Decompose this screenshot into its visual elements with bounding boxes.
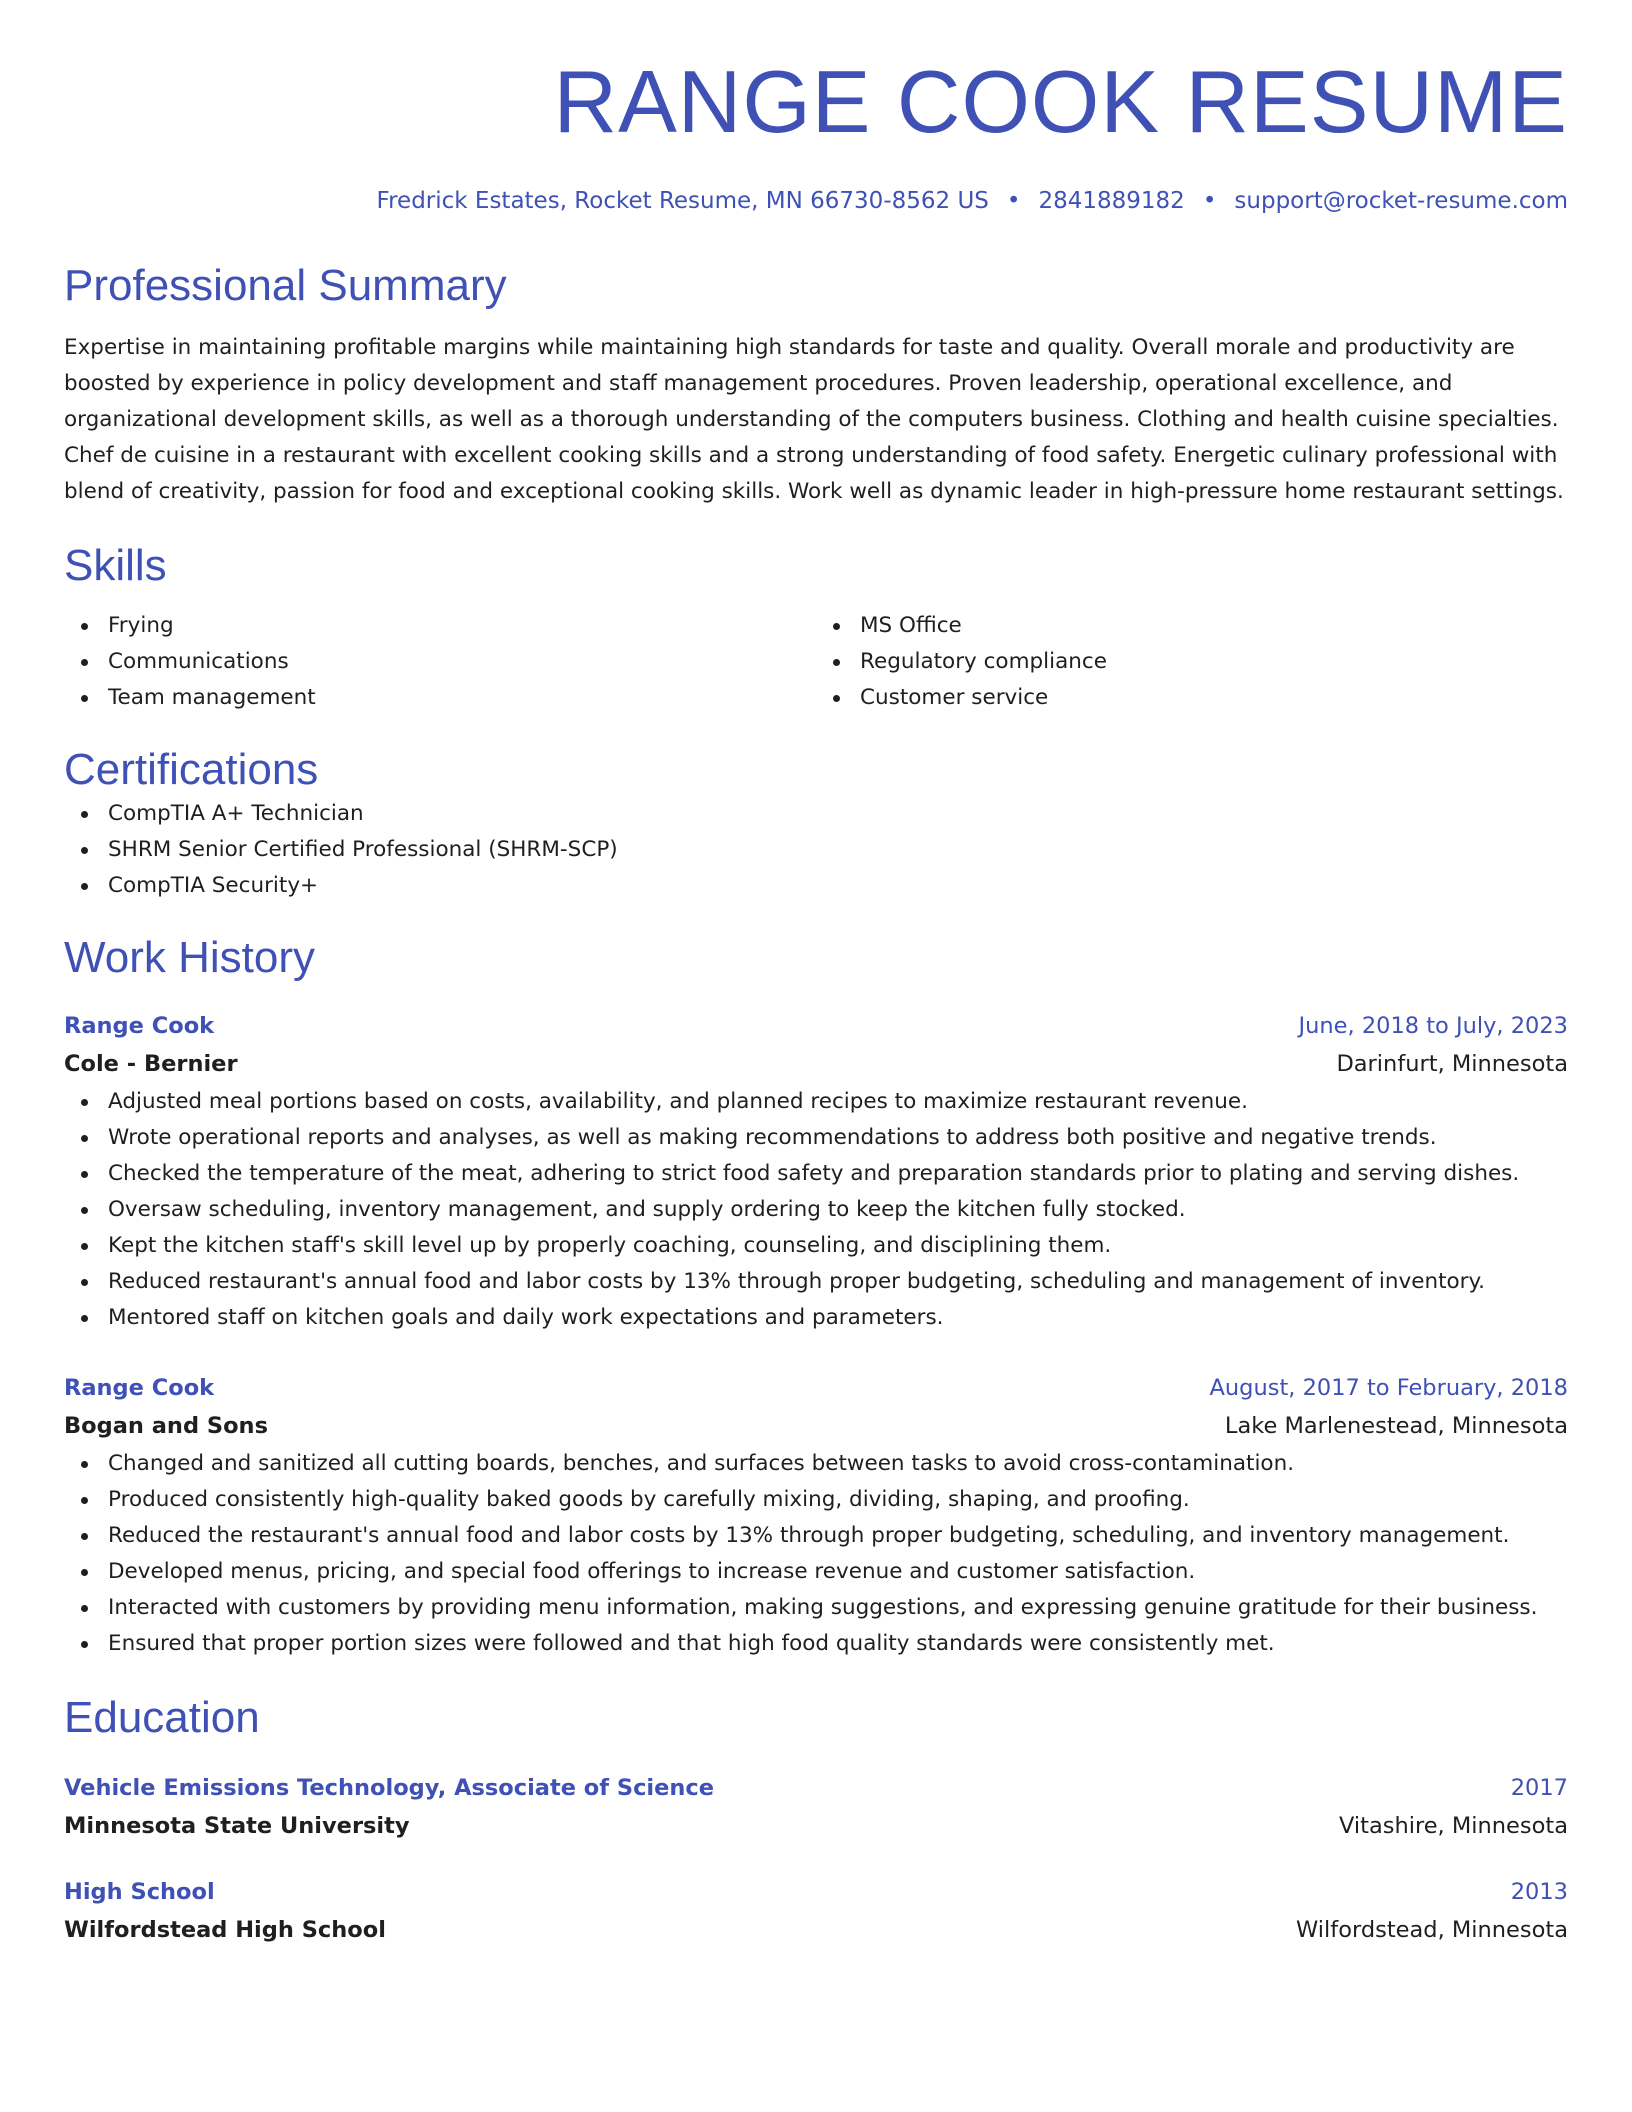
resume-name: RANGE COOK RESUME xyxy=(553,52,1568,151)
education-year: 2013 xyxy=(1510,1879,1568,1905)
skills-section xyxy=(64,540,1568,716)
section-title: Certifications xyxy=(64,745,319,794)
job-company-row xyxy=(64,1406,1568,1446)
job-company: Cole - Bernier xyxy=(64,1051,238,1077)
education-degree: High School xyxy=(64,1879,215,1905)
list-item: Reduced the restaurant's annual food and labor costs by 13% through proper budgeting, scheduling, and inventory management. xyxy=(64,1518,1568,1554)
contact-separator: • xyxy=(1202,188,1217,214)
list-item: Checked the temperature of the meat, adhering to strict food safety and preparation standards prior to plating and serving dishes. xyxy=(64,1156,1568,1192)
list-item: Oversaw scheduling, inventory management, and supply ordering to keep the kitchen fully stocked. xyxy=(64,1192,1568,1228)
job-title: Range Cook xyxy=(64,1375,215,1401)
job-bullets xyxy=(64,1446,1568,1662)
list-item: Frying xyxy=(64,608,816,644)
list-item: Regulatory compliance xyxy=(816,644,1568,680)
job-location: Lake Marlenestead, Minnesota xyxy=(1224,1413,1568,1439)
job-company-row xyxy=(64,1044,1568,1084)
job-header-row xyxy=(64,1370,1568,1406)
list-item: Adjusted meal portions based on costs, availability, and planned recipes to maximize restaurant revenue. xyxy=(64,1084,1568,1120)
education-section xyxy=(64,1692,1568,1950)
list-item: CompTIA A+ Technician xyxy=(64,796,1568,832)
summary-section xyxy=(64,260,1568,510)
education-header-row xyxy=(64,1874,1568,1910)
skills-list-left xyxy=(64,608,816,716)
list-item: Reduced restaurant's annual food and labor costs by 13% through proper budgeting, scheduling and management of inventory. xyxy=(64,1264,1568,1300)
list-item: Kept the kitchen staff's skill level up by properly coaching, counseling, and disciplining them. xyxy=(64,1228,1568,1264)
job-dates: August, 2017 to February, 2018 xyxy=(1209,1375,1568,1401)
list-item: Ensured that proper portion sizes were followed and that high food quality standards were consistently met. xyxy=(64,1626,1568,1662)
education-school-row xyxy=(64,1910,1568,1950)
education-location: Wilfordstead, Minnesota xyxy=(1296,1917,1568,1943)
job-bullets xyxy=(64,1084,1568,1336)
certifications-section xyxy=(64,744,1568,904)
section-title: Work History xyxy=(64,933,315,982)
job-header-row xyxy=(64,1008,1568,1044)
skills-grid xyxy=(64,608,1568,716)
contact-separator: • xyxy=(1006,188,1021,214)
education-year: 2017 xyxy=(1510,1775,1568,1801)
job-company: Bogan and Sons xyxy=(64,1413,268,1439)
education-location: Vitashire, Minnesota xyxy=(1338,1813,1568,1839)
work-history-section xyxy=(64,932,1568,1662)
list-item: Interacted with customers by providing menu information, making suggestions, and expressing genuine gratitude for their business. xyxy=(64,1590,1568,1626)
education-header-row xyxy=(64,1770,1568,1806)
list-item: Communications xyxy=(64,644,816,680)
education-degree: Vehicle Emissions Technology, Associate of Science xyxy=(64,1775,715,1801)
skills-list-right xyxy=(816,608,1568,716)
list-item: SHRM Senior Certified Professional (SHRM-SCP) xyxy=(64,832,1568,868)
section-title: Professional Summary xyxy=(64,261,507,310)
section-title: Skills xyxy=(64,541,167,590)
education-school-row xyxy=(64,1806,1568,1846)
list-item: Customer service xyxy=(816,680,1568,716)
list-item: Wrote operational reports and analyses, as well as making recommendations to address both positive and negative trends. xyxy=(64,1120,1568,1156)
list-item: Changed and sanitized all cutting boards, benches, and surfaces between tasks to avoid cross-contamination. xyxy=(64,1446,1568,1482)
contact-line xyxy=(64,186,1568,216)
job-location: Darinfurt, Minnesota xyxy=(1336,1051,1568,1077)
list-item: CompTIA Security+ xyxy=(64,868,1568,904)
list-item: MS Office xyxy=(816,608,1568,644)
summary-text: Expertise in maintaining profitable margins while maintaining high standards for taste and quality. Overall morale and productivity are boosted by experience in policy development and staff management procedures. Proven leadership, operational excellence, and organizational development skills, as well as a thorough understanding of the computers business. Clothing and health cuisine specialties. Chef de cuisine in a restaurant with excellent cooking skills and a strong understanding of food safety. Energetic culinary professional with blend of creativity, passion for food and exceptional cooking skills. Work well as dynamic leader in high-pressure home restaurant settings. xyxy=(64,335,1564,504)
contact-address: Fredrick Estates, Rocket Resume, MN 66730-8562 US xyxy=(376,188,989,214)
section-title: Education xyxy=(64,1693,260,1742)
certifications-list xyxy=(64,796,1568,904)
education-entry xyxy=(64,1770,1568,1846)
list-item: Produced consistently high-quality baked goods by carefully mixing, dividing, shaping, and proofing. xyxy=(64,1482,1568,1518)
job-entry xyxy=(64,1370,1568,1662)
education-entry xyxy=(64,1874,1568,1950)
list-item: Team management xyxy=(64,680,816,716)
job-entry xyxy=(64,1008,1568,1336)
contact-email: support@rocket-resume.com xyxy=(1234,188,1568,214)
education-school: Wilfordstead High School xyxy=(64,1917,386,1943)
resume-header xyxy=(64,0,1568,216)
list-item: Mentored staff on kitchen goals and daily work expectations and parameters. xyxy=(64,1300,1568,1336)
list-item: Developed menus, pricing, and special food offerings to increase revenue and customer satisfaction. xyxy=(64,1554,1568,1590)
contact-phone: 2841889182 xyxy=(1038,188,1185,214)
job-dates: June, 2018 to July, 2023 xyxy=(1298,1013,1568,1039)
job-title: Range Cook xyxy=(64,1013,215,1039)
education-school: Minnesota State University xyxy=(64,1813,410,1839)
